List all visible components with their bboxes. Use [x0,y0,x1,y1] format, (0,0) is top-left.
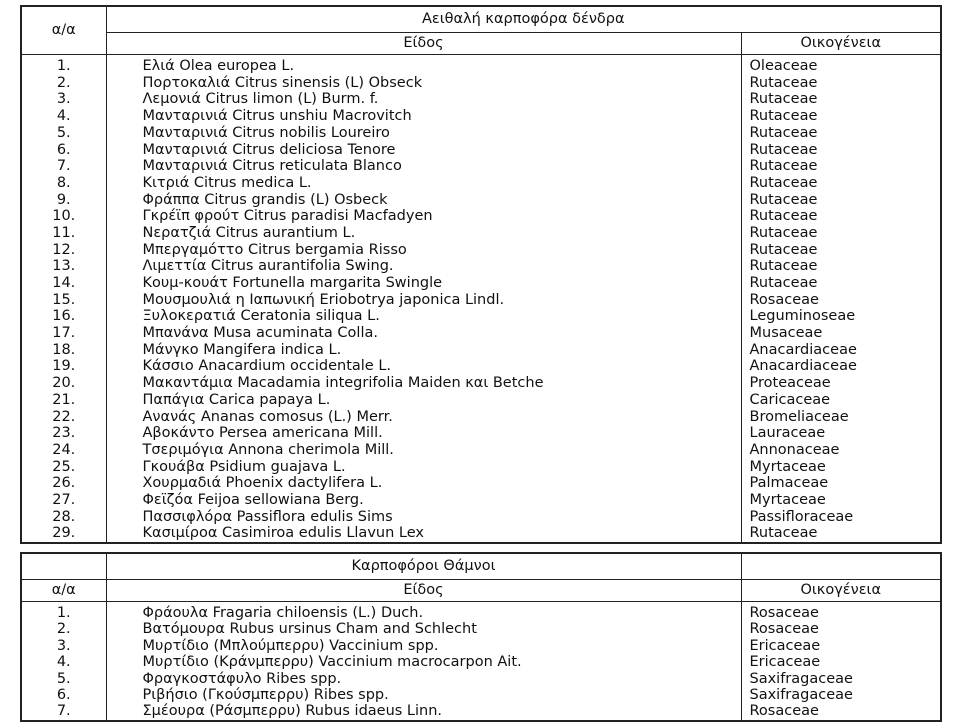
table1-header-species: Είδος [106,33,741,55]
species-cell: Μακαντάμια Macadamia integrifolia Maiden και Betche [106,375,741,392]
table2-title: Καρποφόροι Θάμνοι [106,553,741,580]
species-cell: Μανταρινιά Citrus unshiu Macrovitch [106,108,741,125]
species-cell: Κιτριά Citrus medica L. [106,175,741,192]
evergreen-fruit-trees-table [20,5,942,544]
family-cell: Rutaceae [741,242,941,259]
table1-header-row [21,33,941,55]
family-cell: Rutaceae [741,192,941,209]
table-row [21,687,941,703]
table-row [21,75,941,92]
family-cell: Rosaceae [741,703,941,720]
family-cell: Rutaceae [741,275,941,292]
species-cell: Βατόμουρα Rubus ursinus Cham and Schlecht [106,621,741,637]
species-cell: Φραγκοστάφυλο Ribes spp. [106,671,741,687]
row-number: 12. [52,241,76,258]
family-cell: Rutaceae [741,208,941,225]
row-number: 17. [52,325,76,342]
fruit-shrubs-table [20,552,942,722]
row-number: 5. [56,124,71,141]
table-row [21,108,941,125]
table1-body [21,6,941,543]
table-row [21,242,941,259]
family-cell: Rosaceae [741,602,941,622]
family-cell: Rutaceae [741,158,941,175]
row-number: 7. [56,158,71,175]
family-cell: Saxifragaceae [741,687,941,703]
family-cell: Musaceae [741,325,941,342]
species-cell: Κουμ-κουάτ Fortunella margarita Swingle [106,275,741,292]
table-row [21,375,941,392]
species-cell: Ελιά Olea europea L. [106,55,741,75]
family-cell: Rutaceae [741,225,941,242]
species-cell: Χουρμαδιά Phoenix dactylifera L. [106,475,741,492]
row-number: 5. [56,670,71,687]
species-cell: Φράππα Citrus grandis (L) Osbeck [106,192,741,209]
species-cell: Σμέουρα (Ράσμπερρυ) Rubus idaeus Linn. [106,703,741,720]
family-cell: Leguminoseae [741,308,941,325]
table-row [21,703,941,720]
family-cell: Rutaceae [741,175,941,192]
species-cell: Γκρέϊπ φρούτ Citrus paradisi Macfadyen [106,208,741,225]
row-number: 24. [52,441,76,458]
table-row [21,275,941,292]
table-row [21,91,941,108]
table-row [21,308,941,325]
table1-header-family: Οικογένεια [741,33,941,55]
table-row [21,55,941,75]
family-cell: Rosaceae [741,292,941,309]
family-cell: Annonaceae [741,442,941,459]
table-row [21,638,941,654]
row-number: 8. [56,174,71,191]
species-cell: Τσεριμόγια Annona cherimola Mill. [106,442,741,459]
table2-title-row [21,553,941,580]
row-number: 13. [52,258,76,275]
family-cell: Bromeliaceae [741,408,941,425]
table1-title-row [21,6,941,33]
row-number: 22. [52,408,76,425]
row-number: 16. [52,308,76,325]
row-number: 11. [52,224,76,241]
table-row [21,442,941,459]
family-cell: Rutaceae [741,75,941,92]
row-number: 1. [56,58,71,75]
species-cell: Ανανάς Ananas comosus (L.) Merr. [106,408,741,425]
table-row [21,671,941,687]
row-number: 6. [56,141,71,158]
table-row [21,475,941,492]
row-number: 26. [52,475,76,492]
table-row [21,654,941,670]
table1-header-num: α/α [21,6,106,55]
row-number: 14. [52,275,76,292]
table-row [21,225,941,242]
family-cell: Rutaceae [741,525,941,543]
family-cell: Rutaceae [741,125,941,142]
row-number: 18. [52,341,76,358]
table-row [21,392,941,409]
family-cell: Rutaceae [741,108,941,125]
species-cell: Μάνγκο Mangifera indica L. [106,342,741,359]
table-row [21,621,941,637]
table2-header-species: Είδος [106,580,741,602]
species-cell: Μυρτίδιο (Κράνμπερρυ) Vaccinium macrocarpon Ait. [106,654,741,670]
family-cell: Proteaceae [741,375,941,392]
family-cell: Anacardiaceae [741,342,941,359]
family-cell: Palmaceae [741,475,941,492]
row-number: 6. [56,686,71,703]
row-number: 3. [56,637,71,654]
table-row [21,602,941,622]
species-cell: Νερατζιά Citrus aurantium L. [106,225,741,242]
family-cell: Ericaceae [741,654,941,670]
family-cell: Rutaceae [741,141,941,158]
family-cell: Saxifragaceae [741,671,941,687]
table-row [21,141,941,158]
table-row [21,459,941,476]
species-cell: Μουσμουλιά η Ιαπωνική Eriobotrya japonica Lindl. [106,292,741,309]
row-number: 23. [52,425,76,442]
family-cell: Rutaceae [741,258,941,275]
table-row [21,258,941,275]
species-cell: Κάσσιο Anacardium occidentale L. [106,358,741,375]
row-number: 28. [52,508,76,525]
table-row [21,492,941,509]
row-number: 1. [56,604,71,621]
species-cell: Ξυλοκερατιά Ceratonia siliqua L. [106,308,741,325]
family-cell: Passifloraceae [741,509,941,526]
table-row [21,292,941,309]
family-cell: Rutaceae [741,91,941,108]
species-cell: Λεμονιά Citrus limon (L) Burm. f. [106,91,741,108]
species-cell: Λιμεττία Citrus aurantifolia Swing. [106,258,741,275]
table-row [21,358,941,375]
species-cell: Φεϊζόα Feijoa sellowiana Berg. [106,492,741,509]
table-row [21,525,941,543]
family-cell: Ericaceae [741,638,941,654]
row-number: 27. [52,491,76,508]
table2-header-row [21,580,941,602]
table1-title: Αειθαλή καρποφόρα δένδρα [106,6,941,33]
table2-title-blank [741,553,941,580]
species-cell: Κασιμίροα Casimiroa edulis Llavun Lex [106,525,741,543]
family-cell: Anacardiaceae [741,358,941,375]
row-number: 19. [52,358,76,375]
species-cell: Πασσιφλόρα Passiflora edulis Sims [106,509,741,526]
table-row [21,509,941,526]
row-number: 21. [52,391,76,408]
species-cell: Ριβήσιο (Γκούσμπερρυ) Ribes spp. [106,687,741,703]
species-cell: Μανταρινιά Citrus reticulata Blanco [106,158,741,175]
species-cell: Μπανάνα Musa acuminata Colla. [106,325,741,342]
species-cell: Μυρτίδιο (Μπλούμπερρυ) Vaccinium spp. [106,638,741,654]
table-row [21,325,941,342]
table-row [21,175,941,192]
table2-header-family: Οικογένεια [741,580,941,602]
row-number: 15. [52,291,76,308]
table2-body [21,553,941,721]
table2-header-blank [21,553,106,580]
row-number: 4. [56,108,71,125]
row-number: 3. [56,91,71,108]
family-cell: Myrtaceae [741,492,941,509]
row-number: 2. [56,621,71,638]
family-cell: Myrtaceae [741,459,941,476]
table-row [21,408,941,425]
family-cell: Oleaceae [741,55,941,75]
row-number: 25. [52,458,76,475]
family-cell: Rosaceae [741,621,941,637]
table-row [21,208,941,225]
table2-header-num: α/α [21,580,106,602]
species-cell: Μανταρινιά Citrus deliciosa Tenore [106,141,741,158]
table-row [21,125,941,142]
species-cell: Παπάγια Carica papaya L. [106,392,741,409]
family-cell: Caricaceae [741,392,941,409]
row-number: 4. [56,654,71,671]
row-number: 2. [56,74,71,91]
species-cell: Πορτοκαλιά Citrus sinensis (L) Obseck [106,75,741,92]
family-cell: Lauraceae [741,425,941,442]
table-row [21,342,941,359]
table-row [21,192,941,209]
species-cell: Γκουάβα Psidium guajava L. [106,459,741,476]
table-row [21,425,941,442]
species-cell: Μπεργαμόττο Citrus bergamia Risso [106,242,741,259]
table-row [21,158,941,175]
row-number: 29. [52,525,76,542]
species-cell: Αβοκάντο Persea americana Mill. [106,425,741,442]
row-number: 10. [52,208,76,225]
species-cell: Φράουλα Fragaria chiloensis (L.) Duch. [106,602,741,622]
species-cell: Μανταρινιά Citrus nobilis Loureiro [106,125,741,142]
row-number: 7. [56,703,71,720]
row-number: 20. [52,375,76,392]
row-number: 9. [56,191,71,208]
